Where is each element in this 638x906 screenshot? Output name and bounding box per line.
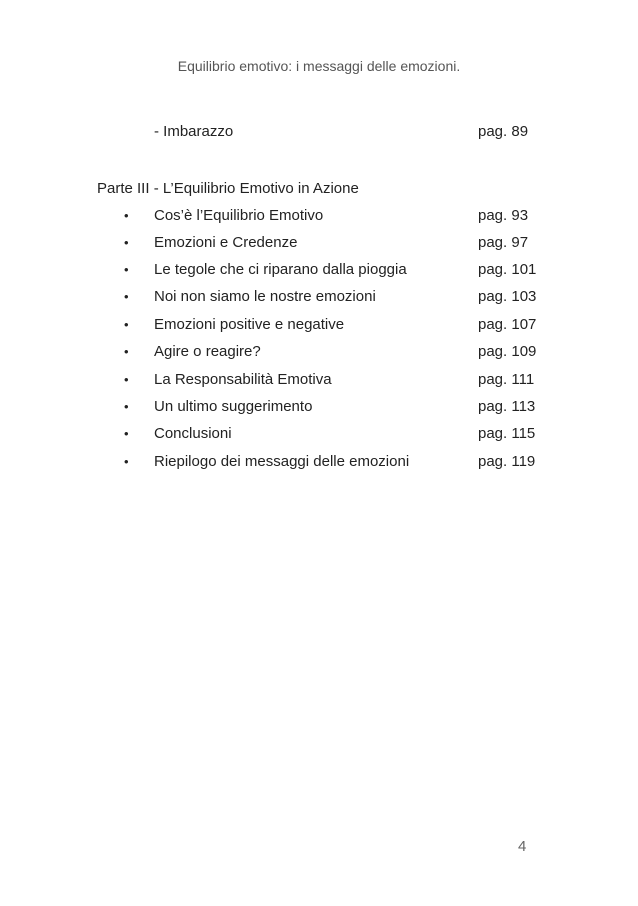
bullet-icon: • <box>124 235 129 250</box>
toc-entry-label: Conclusioni <box>154 425 232 442</box>
toc-entry-page: pag. 107 <box>478 316 537 333</box>
toc-entry-label: Emozioni positive e negative <box>154 316 345 333</box>
toc-entry-label: Noi non siamo le nostre emozioni <box>154 288 376 305</box>
bullet-icon: • <box>124 208 129 223</box>
bullet-icon: • <box>124 454 129 469</box>
toc-entry-label: Emozioni e Credenze <box>154 234 298 251</box>
toc-entry-label: La Responsabilità Emotiva <box>154 371 332 388</box>
toc-entry-page: pag. 93 <box>478 207 529 224</box>
bullet-icon: • <box>124 317 129 332</box>
bullet-icon: • <box>124 344 129 359</box>
toc-entry-label: Riepilogo dei messaggi delle emozioni <box>154 453 410 470</box>
toc-entry-page: pag. 97 <box>478 234 529 251</box>
toc-entry-page: pag. 101 <box>478 261 537 278</box>
toc-entry-page: pag. 115 <box>478 425 536 442</box>
toc-entry-label: Le tegole che ci riparano dalla pioggia <box>154 261 407 278</box>
bullet-icon: • <box>124 289 129 304</box>
toc-entry-label: - Imbarazzo <box>154 123 234 140</box>
running-header: Equilibrio emotivo: i messaggi delle emozioni. <box>177 58 461 74</box>
part-title: Parte III - L’Equilibrio Emotivo in Azione <box>97 180 359 197</box>
toc-entry-label: Un ultimo suggerimento <box>154 398 313 415</box>
toc-entry-page: pag. 113 <box>478 398 536 415</box>
bullet-icon: • <box>124 372 129 387</box>
toc-entry-page: pag. 109 <box>478 343 537 360</box>
bullet-icon: • <box>124 262 129 277</box>
toc-entry-page: pag. 103 <box>478 288 537 305</box>
page-number: 4 <box>518 838 527 855</box>
toc-entry-label: Cos’è l’Equilibrio Emotivo <box>154 207 324 224</box>
toc-entry-page: pag. 111 <box>478 371 535 388</box>
toc-entry-page: pag. 89 <box>478 123 529 140</box>
toc-entry-label: Agire o reagire? <box>154 343 261 360</box>
toc-entry-page: pag. 119 <box>478 453 536 470</box>
bullet-icon: • <box>124 426 129 441</box>
bullet-icon: • <box>124 399 129 414</box>
